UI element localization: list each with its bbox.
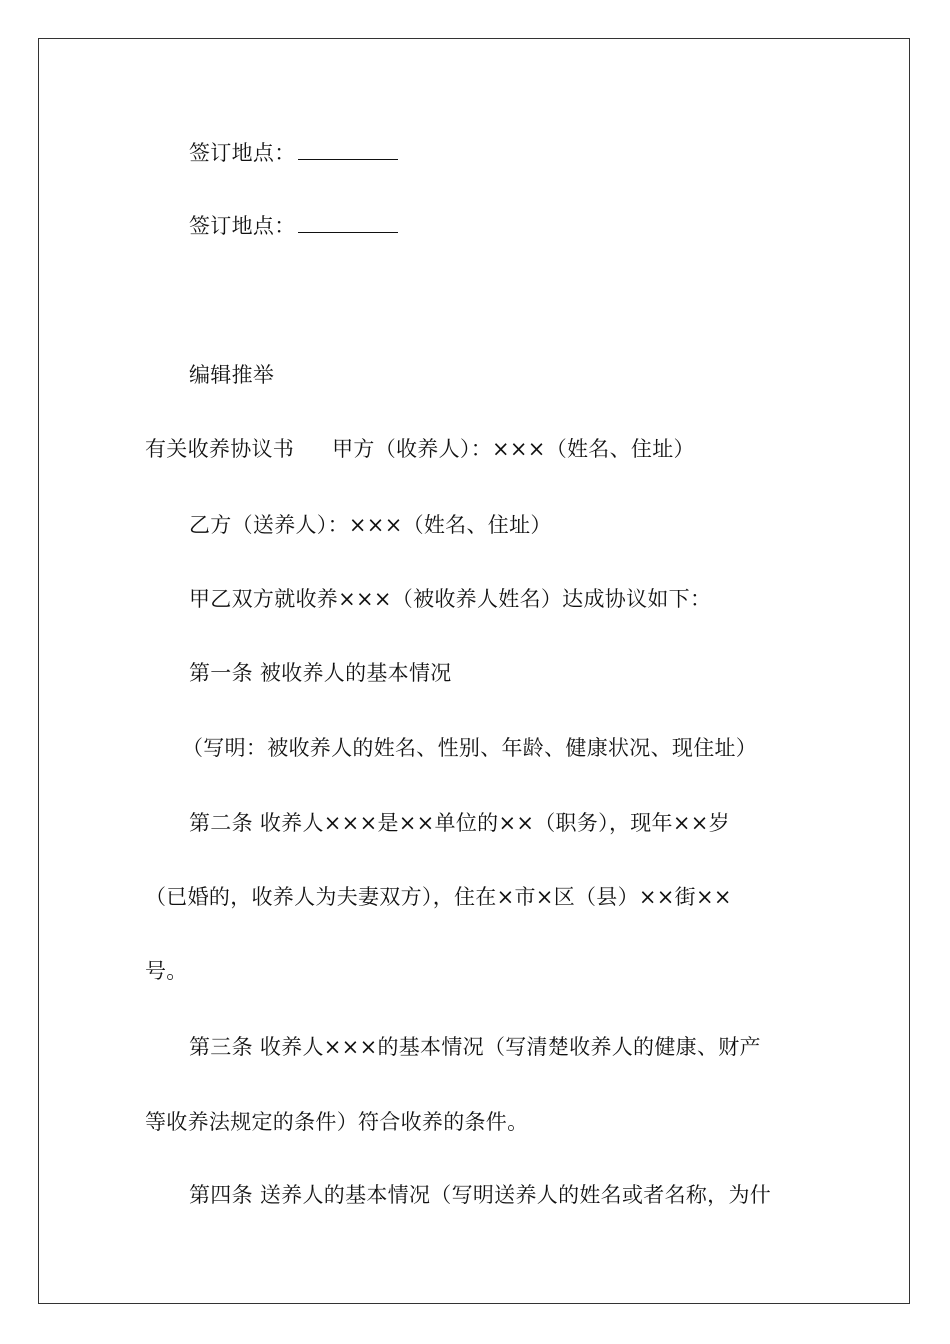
article-2-line-2: （已婚的，收养人为夫妻双方），住在×市×区（县）××街×× — [145, 885, 732, 909]
party-b-text: 乙方（送养人）：×××（姓名、住址） — [189, 513, 552, 537]
sign-place-blank — [298, 214, 398, 233]
article-2-line-3: 号。 — [145, 959, 188, 983]
article-4-line-1: 第四条 送养人的基本情况（写明送养人的姓名或者名称，为什 — [189, 1183, 772, 1207]
article-1-note: （写明：被收养人的姓名、性别、年龄、健康状况、现住址） — [182, 736, 758, 760]
sign-place-label: 签订地点： — [189, 214, 296, 238]
agreement-intro: 甲乙双方就收养×××（被收养人姓名）达成协议如下： — [189, 587, 712, 611]
sign-place-line-2 — [189, 212, 854, 240]
section-title-line — [145, 435, 810, 463]
section-title: 有关收养协议书 — [145, 437, 295, 461]
sign-place-line-1 — [189, 139, 854, 167]
editor-recommend-heading: 编辑推举 — [189, 363, 275, 387]
article-3-line-1: 第三条 收养人×××的基本情况（写清楚收养人的健康、财产 — [189, 1035, 761, 1059]
article-1-title: 第一条 被收养人的基本情况 — [189, 661, 452, 685]
party-a-text: 甲方（收养人）：×××（姓名、住址） — [332, 437, 695, 461]
article-3-line-2: 等收养法规定的条件）符合收养的条件。 — [145, 1110, 529, 1134]
sign-place-label: 签订地点： — [189, 141, 296, 165]
sign-place-blank — [298, 141, 398, 160]
article-2-line-1: 第二条 收养人×××是××单位的××（职务），现年××岁 — [189, 811, 730, 835]
